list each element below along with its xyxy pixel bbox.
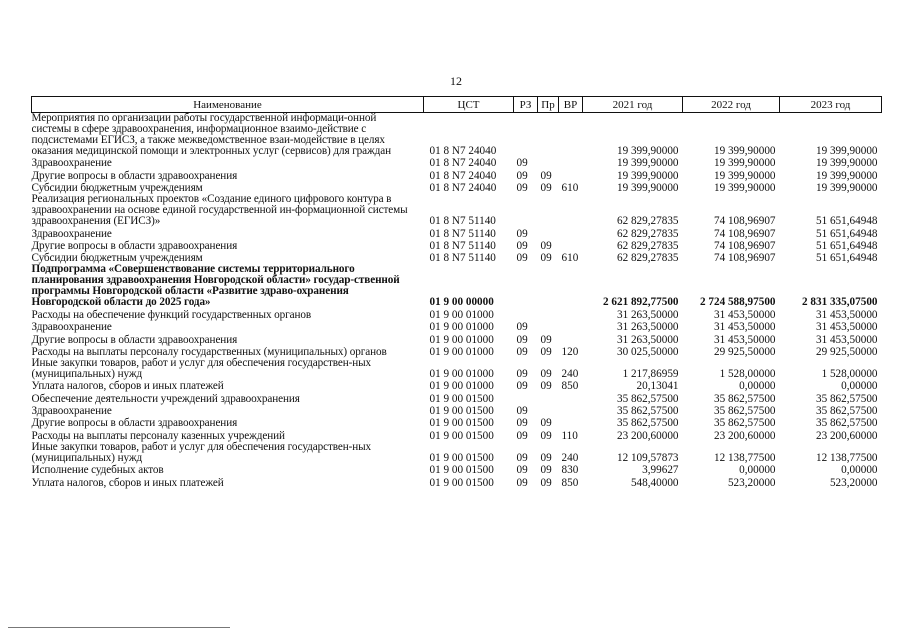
table-row <box>32 417 882 429</box>
row-cst: 01 9 00 01000 <box>429 308 494 321</box>
row-name: Другие вопросы в области здравоохранения <box>31 169 238 182</box>
row-pr: 09 <box>540 451 552 464</box>
row-value-2022: 31 453,50000 <box>713 321 776 334</box>
row-value-2023: 19 399,90000 <box>815 145 878 157</box>
row-value-2022: 523,20000 <box>727 476 776 489</box>
row-pr <box>538 392 559 404</box>
table-row <box>32 113 882 158</box>
table-row <box>32 380 882 392</box>
row-pr: 09 <box>540 169 552 182</box>
table-body <box>32 113 882 489</box>
row-rz <box>514 392 538 404</box>
row-cst: 01 9 00 01500 <box>429 451 494 464</box>
row-value-2023: 19 399,90000 <box>815 169 878 182</box>
header-name: Наименование <box>32 97 424 113</box>
row-value-2023: 51 651,64948 <box>815 252 878 265</box>
row-value-2021: 19 399,90000 <box>616 169 679 182</box>
row-rz <box>514 113 538 158</box>
row-cst: 01 8 N7 51140 <box>429 252 496 265</box>
row-cst: 01 9 00 01000 <box>429 380 494 393</box>
table-row <box>32 308 882 320</box>
row-vr <box>559 417 583 429</box>
row-name: Здравоохранение <box>31 405 112 418</box>
row-value-2023: 23 200,60000 <box>815 429 878 442</box>
row-pr: 09 <box>540 252 552 265</box>
table-row <box>32 321 882 333</box>
row-value-2022: 74 108,96907 <box>713 239 776 252</box>
table-row <box>32 358 882 380</box>
row-cst: 01 9 00 01000 <box>429 345 494 358</box>
row-cst: 01 8 N7 51140 <box>429 227 496 240</box>
row-value-2021: 62 829,27835 <box>616 239 679 252</box>
row-name: Здравоохранение <box>31 157 112 170</box>
row-value-2022: 23 200,60000 <box>713 429 776 442</box>
row-rz: 09 <box>516 157 528 170</box>
table-row <box>32 240 882 252</box>
row-value-2021: 62 829,27835 <box>616 252 679 265</box>
row-pr <box>538 113 559 158</box>
row-name: Здравоохранение <box>31 321 112 334</box>
row-name: Подпрограмма «Совершенствование системы территориального планирования здравоохранения Новгородской области» государ-ственной программы Новгородской области «Развитие здраво-охранения Новгородской области до 2025 года» <box>31 263 400 309</box>
row-pr <box>538 308 559 320</box>
row-cst: 01 8 N7 24040 <box>429 145 497 157</box>
table-row <box>32 157 882 169</box>
row-value-2021: 2 621 892,77500 <box>602 296 679 309</box>
row-pr <box>538 194 559 227</box>
row-vr <box>559 405 583 417</box>
row-value-2022: 2 724 588,97500 <box>699 296 776 309</box>
row-name: Другие вопросы в области здравоохранения <box>31 239 238 252</box>
row-value-2021: 35 862,57500 <box>616 417 679 430</box>
row-rz: 09 <box>516 321 528 334</box>
row-cst: 01 9 00 00000 <box>429 296 494 309</box>
row-value-2021: 31 263,50000 <box>616 321 679 334</box>
row-value-2021: 19 399,90000 <box>616 157 679 170</box>
table-row <box>32 476 882 488</box>
row-rz: 09 <box>516 476 528 489</box>
row-vr <box>559 240 583 252</box>
table-row <box>32 442 882 464</box>
row-rz <box>514 264 538 308</box>
row-value-2022: 74 108,96907 <box>713 215 776 228</box>
row-vr <box>559 113 583 158</box>
table-row <box>32 429 882 441</box>
row-value-2022: 0,00000 <box>739 464 776 477</box>
row-value-2022: 35 862,57500 <box>713 417 776 430</box>
header-pr: Пр <box>538 97 559 113</box>
table-row <box>32 264 882 308</box>
row-vr: 240 <box>561 367 579 380</box>
row-rz: 09 <box>516 227 528 240</box>
row-vr: 110 <box>561 429 578 442</box>
row-vr: 610 <box>561 182 579 195</box>
row-pr <box>538 405 559 417</box>
row-name: Другие вопросы в области здравоохранения <box>31 333 238 346</box>
header-2022: 2022 год <box>683 97 780 113</box>
row-name: Здравоохранение <box>31 227 112 240</box>
row-value-2021: 35 862,57500 <box>616 392 679 405</box>
row-value-2022: 12 138,77500 <box>713 451 776 464</box>
row-value-2023: 0,00000 <box>841 380 878 393</box>
row-pr: 09 <box>540 345 552 358</box>
row-value-2022: 19 399,90000 <box>713 157 776 170</box>
row-rz <box>514 308 538 320</box>
row-name: Расходы на обеспечение функций государственных органов <box>31 308 312 321</box>
row-cst: 01 8 N7 51140 <box>429 215 496 228</box>
row-rz: 09 <box>516 405 528 418</box>
row-value-2022: 29 925,50000 <box>713 345 776 358</box>
row-cst: 01 8 N7 24040 <box>429 157 497 170</box>
row-pr: 09 <box>540 417 552 430</box>
table-row <box>32 333 882 345</box>
row-value-2021: 19 399,90000 <box>616 145 679 157</box>
row-name: Обеспечение деятельности учреждений здравоохранения <box>31 392 300 405</box>
row-value-2023: 523,20000 <box>829 476 878 489</box>
row-rz: 09 <box>516 333 528 346</box>
row-rz: 09 <box>516 429 528 442</box>
row-vr <box>559 157 583 169</box>
row-vr <box>559 264 583 308</box>
row-name: Расходы на выплаты персоналу казенных учреждений <box>31 429 285 442</box>
row-value-2023: 35 862,57500 <box>815 392 878 405</box>
row-value-2023: 12 138,77500 <box>815 451 878 464</box>
row-pr: 09 <box>540 476 552 489</box>
row-vr: 850 <box>561 476 579 489</box>
row-value-2021: 548,40000 <box>630 476 679 489</box>
row-value-2021: 62 829,27835 <box>616 215 679 228</box>
header-2021: 2021 год <box>583 97 683 113</box>
row-rz: 09 <box>516 451 528 464</box>
row-cst: 01 8 N7 51140 <box>429 239 496 252</box>
row-value-2023: 1 528,00000 <box>821 367 878 380</box>
row-name: Исполнение судебных актов <box>31 464 164 477</box>
row-name: Другие вопросы в области здравоохранения <box>31 417 238 430</box>
row-rz: 09 <box>516 239 528 252</box>
row-name: Мероприятия по организации работы государственной информаци-онной системы в сфере здравоохранения, информационное взаимо-действие с подсистемами ЕГИСЗ, а также межведомственное взаи-модействие в целях оказания медицинской помощи и электронных услуг (сервисов) для граждан <box>31 112 392 157</box>
row-name: Субсидии бюджетным учреждениям <box>31 252 203 265</box>
row-pr: 09 <box>540 464 552 477</box>
row-value-2023: 35 862,57500 <box>815 405 878 418</box>
header-2023: 2023 год <box>780 97 882 113</box>
row-vr <box>559 321 583 333</box>
row-rz: 09 <box>516 169 528 182</box>
row-value-2023: 51 651,64948 <box>815 227 878 240</box>
row-name: Иные закупки товаров, работ и услуг для обеспечения государствен-ных (муниципальных) нужд <box>31 440 372 464</box>
row-value-2023: 0,00000 <box>841 464 878 477</box>
row-value-2023: 19 399,90000 <box>815 157 878 170</box>
row-vr <box>559 227 583 239</box>
row-pr: 09 <box>540 429 552 442</box>
row-value-2021: 31 263,50000 <box>616 308 679 321</box>
row-cst: 01 9 00 01500 <box>429 417 494 430</box>
row-rz: 09 <box>516 380 528 393</box>
row-name: Субсидии бюджетным учреждениям <box>31 182 203 195</box>
row-vr <box>559 392 583 404</box>
row-value-2022: 35 862,57500 <box>713 392 776 405</box>
row-cst: 01 9 00 01000 <box>429 333 494 346</box>
row-pr <box>538 321 559 333</box>
row-pr: 09 <box>540 182 552 195</box>
row-vr: 830 <box>561 464 579 477</box>
row-value-2022: 31 453,50000 <box>713 308 776 321</box>
row-value-2022: 31 453,50000 <box>713 333 776 346</box>
row-value-2023: 51 651,64948 <box>815 215 878 228</box>
footer-rule <box>8 627 230 628</box>
row-value-2021: 35 862,57500 <box>616 405 679 418</box>
row-rz: 09 <box>516 417 528 430</box>
row-value-2022: 19 399,90000 <box>713 145 776 157</box>
row-rz: 09 <box>516 182 528 195</box>
header-vr: ВР <box>559 97 583 113</box>
row-cst: 01 9 00 01500 <box>429 476 494 489</box>
page-number: 12 <box>450 74 462 88</box>
row-value-2021: 19 399,90000 <box>616 182 679 195</box>
row-cst: 01 9 00 01500 <box>429 464 494 477</box>
row-value-2022: 19 399,90000 <box>713 182 776 195</box>
row-value-2023: 35 862,57500 <box>815 417 878 430</box>
row-name: Реализация региональных проектов «Создание единого цифрового контура в здравоохранении на основе единой государственной ин-формационной системы здравоохранения (ЕГИСЗ)» <box>31 193 408 228</box>
row-cst: 01 9 00 01000 <box>429 321 494 334</box>
row-value-2022: 35 862,57500 <box>713 405 776 418</box>
row-value-2023: 2 831 335,07500 <box>801 296 878 309</box>
table-row <box>32 227 882 239</box>
row-pr: 09 <box>540 367 552 380</box>
row-value-2022: 19 399,90000 <box>713 169 776 182</box>
row-value-2023: 29 925,50000 <box>815 345 878 358</box>
row-name: Уплата налогов, сборов и иных платежей <box>31 380 224 393</box>
row-vr: 240 <box>561 451 579 464</box>
row-value-2023: 51 651,64948 <box>815 239 878 252</box>
row-value-2021: 1 217,86959 <box>622 367 679 380</box>
row-value-2021: 23 200,60000 <box>616 429 679 442</box>
row-cst: 01 8 N7 24040 <box>429 169 497 182</box>
row-name: Уплата налогов, сборов и иных платежей <box>31 476 224 489</box>
table-row <box>32 405 882 417</box>
row-rz: 09 <box>516 367 528 380</box>
row-name: Иные закупки товаров, работ и услуг для обеспечения государствен-ных (муниципальных) нужд <box>31 356 372 380</box>
row-name: Расходы на выплаты персоналу государственных (муниципальных) органов <box>31 345 387 358</box>
row-rz <box>514 194 538 227</box>
row-rz: 09 <box>516 464 528 477</box>
row-pr: 09 <box>540 380 552 393</box>
row-value-2022: 74 108,96907 <box>713 252 776 265</box>
row-value-2022: 0,00000 <box>739 380 776 393</box>
row-value-2023: 31 453,50000 <box>815 321 878 334</box>
row-value-2021: 20,13041 <box>636 380 679 393</box>
row-value-2021: 3,99627 <box>642 464 679 477</box>
budget-table <box>31 96 882 489</box>
row-pr <box>538 227 559 239</box>
header-cst: ЦСТ <box>424 97 514 113</box>
row-value-2023: 19 399,90000 <box>815 182 878 195</box>
row-rz: 09 <box>516 345 528 358</box>
table-row <box>32 194 882 227</box>
row-vr <box>559 169 583 181</box>
row-value-2021: 62 829,27835 <box>616 227 679 240</box>
row-rz: 09 <box>516 252 528 265</box>
row-cst: 01 8 N7 24040 <box>429 182 497 195</box>
row-value-2021: 12 109,57873 <box>616 451 679 464</box>
row-pr <box>538 157 559 169</box>
row-pr: 09 <box>540 333 552 346</box>
row-cst: 01 9 00 01500 <box>429 405 494 418</box>
row-value-2023: 31 453,50000 <box>815 333 878 346</box>
row-cst: 01 9 00 01000 <box>429 367 494 380</box>
row-vr: 850 <box>561 380 579 393</box>
table-row <box>32 169 882 181</box>
row-value-2022: 1 528,00000 <box>719 367 776 380</box>
row-value-2021: 31 263,50000 <box>616 333 679 346</box>
row-vr: 120 <box>561 345 579 358</box>
header-rz: РЗ <box>514 97 538 113</box>
row-cst: 01 9 00 01500 <box>429 392 494 405</box>
table-row <box>32 464 882 476</box>
row-vr: 610 <box>561 252 579 265</box>
row-value-2023: 31 453,50000 <box>815 308 878 321</box>
row-value-2022: 74 108,96907 <box>713 227 776 240</box>
table-row <box>32 392 882 404</box>
row-value-2021: 30 025,50000 <box>616 345 679 358</box>
row-vr <box>559 194 583 227</box>
row-vr <box>559 308 583 320</box>
row-cst: 01 9 00 01500 <box>429 429 494 442</box>
row-pr: 09 <box>540 239 552 252</box>
row-pr <box>538 264 559 308</box>
row-vr <box>559 333 583 345</box>
table-header-row <box>32 97 882 113</box>
